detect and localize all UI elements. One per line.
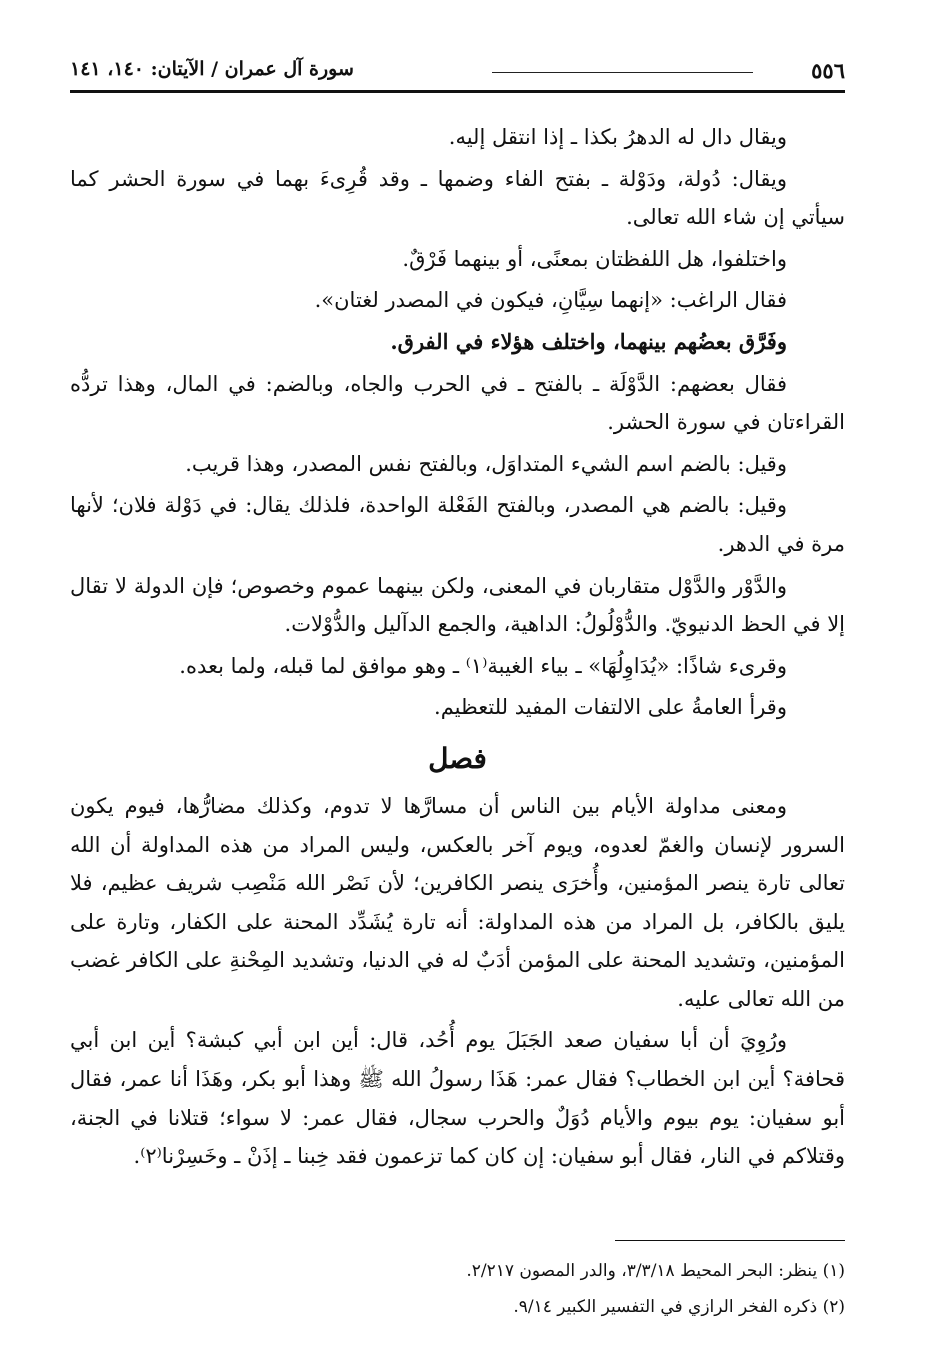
paragraph-bold-lead: وفَرَّق بعضُهم بينهما، واختلف هؤلاء في الفرق. — [390, 328, 787, 354]
paragraph: وقيل: بالضم اسم الشيء المتداوَل، وبالفتح نفس المصدر، وهذا قريب. — [185, 451, 787, 476]
paragraph: ويقال: دُولة، ودَوْلة ـ بفتح الفاء وضمها ـ وقد قُرِىءَ بهما في سورة الحشر كما سيأتي إن شاء الله تعالى. — [70, 166, 845, 230]
paragraph: ومعنى مداولة الأيام بين الناس أن مسارَّها لا تدوم، وكذلك مضارُّها، فيوم يكون السرور لإنسان والغمّ لعدوه، ويوم آخر بالعكس، وليس المراد من هذه المداولة أن الله تعالى تارة ينصر المؤمنين، وأُخرَى ينصر الكافرين؛ لأن نَصْر الله مَنْصِب شريف عظيم، فلا يليق بالكافر، بل المراد من هذه المداولة: أنه تارة يُشَدِّد المحنة على الكفار، وتارة على المؤمنين، وتشديد المحنة على المؤمن أدَبٌ له في الدنيا، وتشديد المِحْنةِ على الكافر غضب من الله تعالى عليه. — [70, 793, 845, 1011]
paragraph: وقيل: بالضم هي المصدر، وبالفتح الفَعْلة الواحدة، فلذلك يقال: في دَوْلة فلان؛ لأنها مرة في الدهر. — [70, 493, 845, 556]
footnotes — [70, 1253, 845, 1325]
paragraph: واختلفوا، هل اللفظتان بمعنًى، أو بينهما فَرْقٌ. — [402, 246, 787, 271]
paragraph: وقرىء شاذًا: «يُدَاوِلُهَا» ـ بياء الغيبة⁽١⁾ ـ وهو موافق لما قبله، ولما بعده. — [179, 653, 787, 678]
section-heading: فصل — [428, 741, 487, 775]
paragraph: ورُوِيَ أن أبا سفيان صعد الجَبَلَ يوم أُحُد، قال: أين ابن أبي كبشة؟ أين ابن أبي قحافة؟ أين ابن الخطاب؟ فقال عمر: هَذَا رسولُ الله ﷺ وهذا أبو بكر، وهَذَا أنا عمر، فقال أبو سفيان: يوم بيوم والأيام دُوَلٌ والحرب سجال، فقال عمر: لا سواء؛ قتلانا في الجنة، وقتلاكم في النار، فقال أبو سفيان: إن كان كما تزعمون فقد خِبنا ـ إذَنْ ـ وخَسِرْنا⁽٢⁾. — [70, 1028, 845, 1169]
paragraph: فقال بعضهم: الدَّوْلَة ـ بالفتح ـ في الحرب والجاه، وبالضم: في المال، وهذا تردُّه القراءتان في سورة الحشر. — [70, 371, 845, 435]
page-number: ٥٥٦ — [811, 58, 845, 83]
paragraph: والدَّوْر والدَّوْل متقاربان في المعنى، ولكن بينهما عموم وخصوص؛ فإن الدولة لا تقال إلا في الحظ الدنيويّ. والدُّوْلُولُ: الداهية، والجمع الدآليل والدُّوْلات. — [70, 573, 845, 637]
footnote: (١) ينظر: البحر المحيط ٣/٣/١٨، والدر المصون ٢/٢١٧. — [466, 1261, 845, 1281]
running-head: سورة آل عمران / الآيتان: ١٤٠، ١٤١ — [70, 58, 354, 80]
footnote-rule — [615, 1240, 845, 1241]
header-dash-line — [492, 72, 753, 73]
paragraph: فقال الراغب: «إنهما سِيَّانِ، فيكون في المصدر لغتان». — [314, 288, 787, 313]
paragraph: ويقال دال له الدهرُ بكذا ـ إذا انتقل إليه. — [448, 125, 787, 149]
main-text — [70, 118, 845, 1179]
paragraph: وقرأ العامةُ على الالتفات المفيد للتعظيم. — [434, 695, 787, 720]
page-header — [70, 54, 845, 94]
footnote: (٢) ذكره الفخر الرازي في التفسير الكبير ٩/١٤. — [513, 1297, 845, 1317]
header-rule — [70, 90, 845, 93]
